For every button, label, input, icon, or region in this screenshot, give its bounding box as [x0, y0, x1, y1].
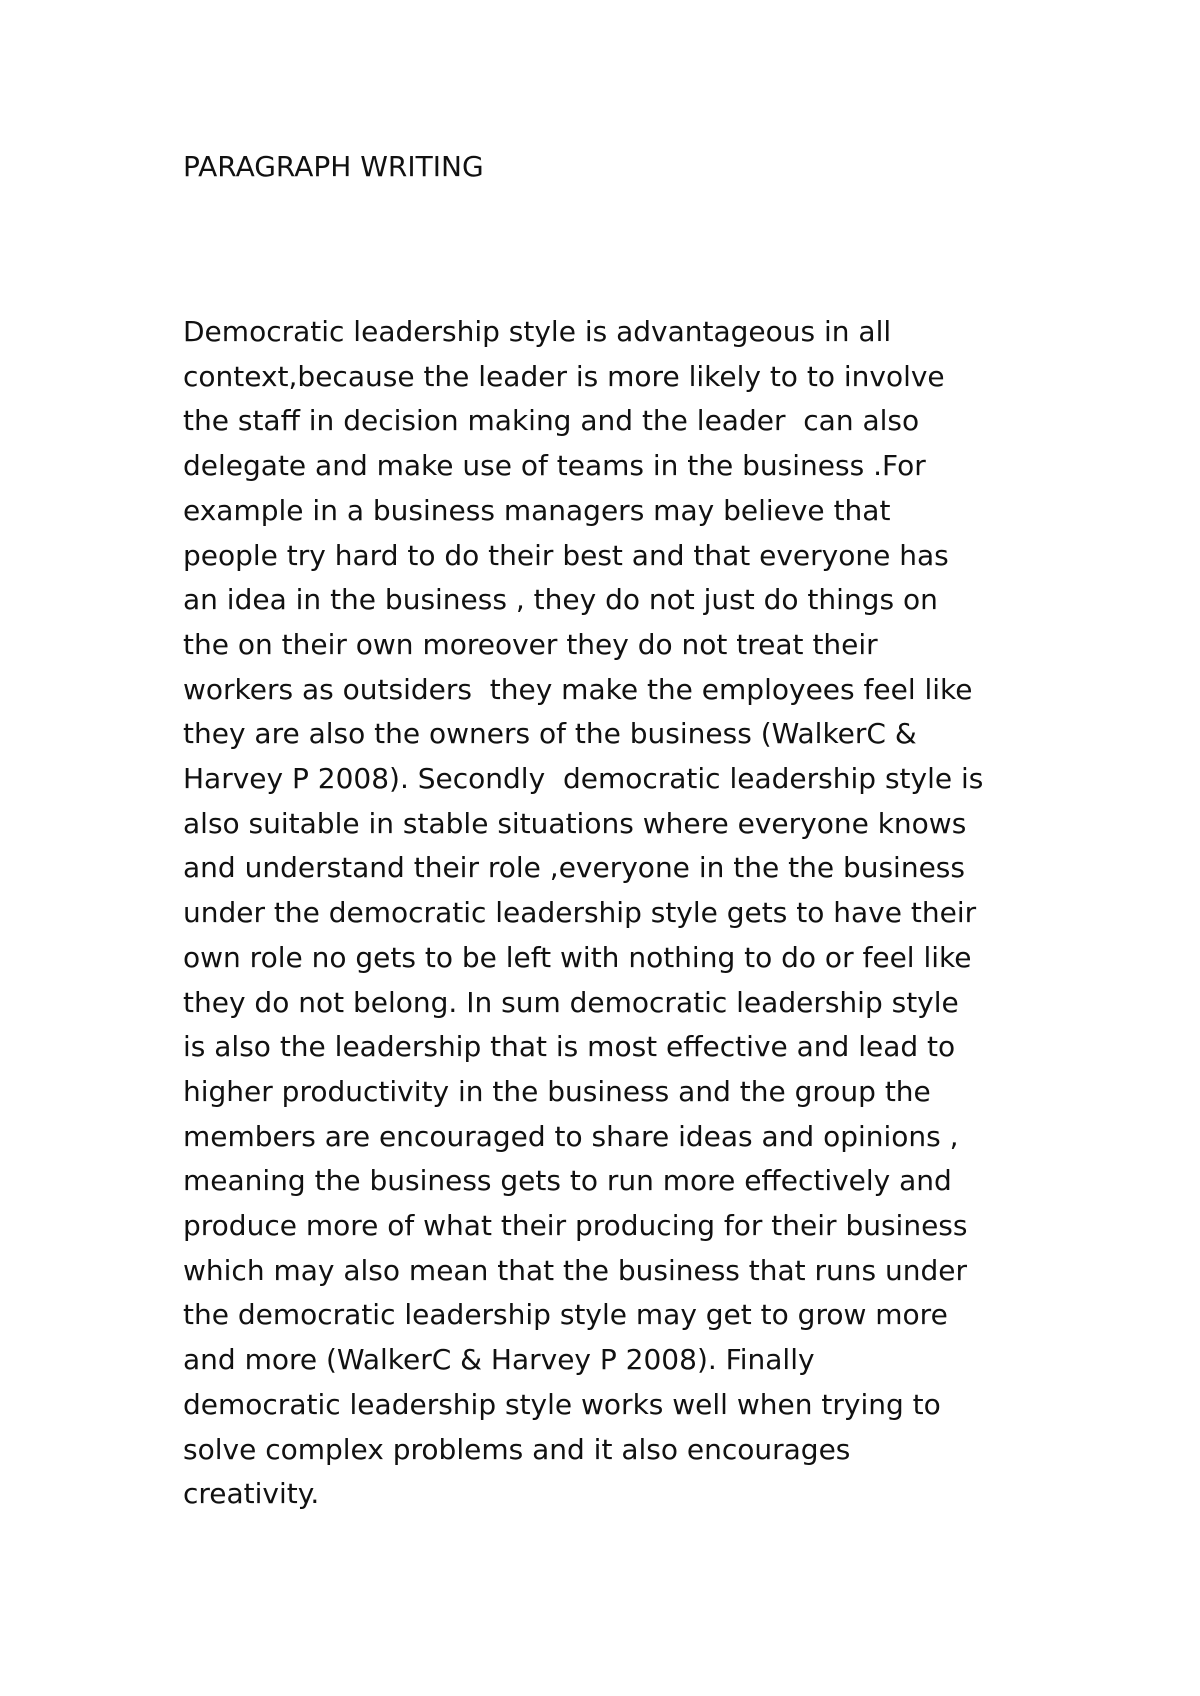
paragraph-line: Harvey P 2008). Secondly democratic leadership style is [183, 762, 984, 796]
paragraph-line: the on their own moreover they do not treat their [183, 627, 878, 661]
paragraph-line: democratic leadership style works well when trying to [183, 1387, 941, 1421]
paragraph-line: the democratic leadership style may get to grow more [183, 1298, 948, 1332]
paragraph-line: and more (WalkerC & Harvey P 2008). Finally [183, 1343, 815, 1377]
paragraph-line: example in a business managers may believe that [183, 493, 891, 527]
paragraph-line: higher productivity in the business and the group the [183, 1074, 931, 1108]
paragraph-line: meaning the business gets to run more effectively and [183, 1164, 952, 1198]
body-paragraph [183, 310, 1083, 1517]
document-title: PARAGRAPH WRITING [183, 150, 484, 183]
paragraph-line: workers as outsiders they make the employees feel like [183, 672, 973, 706]
paragraph-line: solve complex problems and it also encourages [183, 1432, 851, 1466]
paragraph-line: delegate and make use of teams in the business .For [183, 449, 926, 483]
paragraph-line: they do not belong. In sum democratic leadership style [183, 985, 959, 1019]
paragraph-line: under the democratic leadership style gets to have their [183, 896, 977, 930]
paragraph-line: they are also the owners of the business (WalkerC & [183, 717, 917, 751]
paragraph-line: an idea in the business , they do not just do things on [183, 583, 938, 617]
paragraph-line: own role no gets to be left with nothing to do or feel like [183, 940, 972, 974]
paragraph-line: is also the leadership that is most effective and lead to [183, 1030, 956, 1064]
paragraph-line: also suitable in stable situations where everyone knows [183, 806, 967, 840]
paragraph-line: the staff in decision making and the leader can also [183, 404, 920, 438]
paragraph-line: and understand their role ,everyone in the the business [183, 851, 965, 885]
paragraph-line: creativity. [183, 1477, 320, 1511]
paragraph-line: people try hard to do their best and that everyone has [183, 538, 949, 572]
paragraph-line: context,because the leader is more likely to to involve [183, 359, 945, 393]
paragraph-line: members are encouraged to share ideas and opinions , [183, 1119, 959, 1153]
paragraph-line: which may also mean that the business that runs under [183, 1253, 968, 1287]
paragraph-line: Democratic leadership style is advantageous in all [183, 315, 892, 348]
paragraph-line: produce more of what their producing for their business [183, 1209, 968, 1243]
